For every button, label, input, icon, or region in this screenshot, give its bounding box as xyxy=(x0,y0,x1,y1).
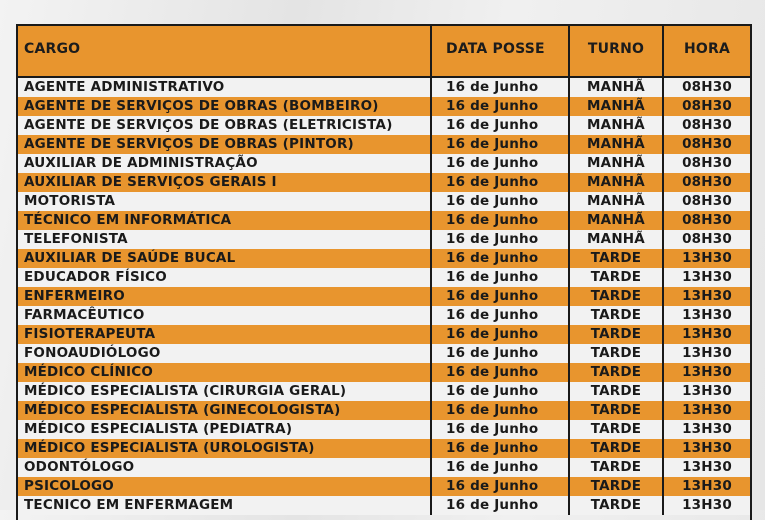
cargo-cell: AGENTE DE SERVIÇOS DE OBRAS (PINTOR) xyxy=(18,135,432,154)
table-row xyxy=(18,287,750,306)
turno-cell: TARDE xyxy=(570,363,664,382)
data-posse-cell: 16 de Junho xyxy=(432,78,570,97)
header-data-posse: DATA POSSE xyxy=(432,26,570,76)
cargo-cell: TELEFONISTA xyxy=(18,230,432,249)
turno-cell: MANHÃ xyxy=(570,211,664,230)
cargo-cell: AGENTE ADMINISTRATIVO xyxy=(18,78,432,97)
data-posse-cell: 16 de Junho xyxy=(432,249,570,268)
table-header xyxy=(18,26,750,78)
data-posse-cell: 16 de Junho xyxy=(432,135,570,154)
cargo-cell: AUXILIAR DE ADMINISTRAÇÃO xyxy=(18,154,432,173)
data-posse-cell: 16 de Junho xyxy=(432,154,570,173)
header-turno: TURNO xyxy=(570,26,664,76)
cargo-cell: AGENTE DE SERVIÇOS DE OBRAS (BOMBEIRO) xyxy=(18,97,432,116)
data-posse-cell: 16 de Junho xyxy=(432,344,570,363)
hora-cell: 13H30 xyxy=(682,345,732,361)
hora-cell: 08H30 xyxy=(682,155,732,171)
table-row xyxy=(18,401,750,420)
cargo-cell: MÉDICO ESPECIALISTA (PEDIATRA) xyxy=(18,420,432,439)
hora-cell: 13H30 xyxy=(682,459,732,475)
turno-cell: TARDE xyxy=(570,420,664,439)
turno-cell: TARDE xyxy=(570,439,664,458)
data-posse-cell: 16 de Junho xyxy=(432,496,570,515)
table-row xyxy=(18,116,750,135)
table-row xyxy=(18,306,750,325)
hora-cell: 08H30 xyxy=(682,212,732,228)
turno-cell: MANHÃ xyxy=(570,116,664,135)
cargo-cell: FARMACÊUTICO xyxy=(18,306,432,325)
data-posse-cell: 16 de Junho xyxy=(432,382,570,401)
turno-cell: TARDE xyxy=(570,287,664,306)
data-posse-cell: 16 de Junho xyxy=(432,439,570,458)
hora-cell: 08H30 xyxy=(682,136,732,152)
turno-cell: TARDE xyxy=(570,344,664,363)
hora-cell: 13H30 xyxy=(682,383,732,399)
hora-cell: 13H30 xyxy=(682,326,732,342)
turno-cell: MANHÃ xyxy=(570,173,664,192)
table-body xyxy=(18,78,750,515)
cargo-cell: MÉDICO ESPECIALISTA (GINECOLOGISTA) xyxy=(18,401,432,420)
data-posse-cell: 16 de Junho xyxy=(432,458,570,477)
hora-cell: 08H30 xyxy=(682,231,732,247)
table-row xyxy=(18,477,750,496)
cargo-cell: TÉCNICO EM INFORMÁTICA xyxy=(18,211,432,230)
table-row xyxy=(18,439,750,458)
table-row xyxy=(18,249,750,268)
cargo-cell: MÉDICO CLÍNICO xyxy=(18,363,432,382)
turno-cell: MANHÃ xyxy=(570,192,664,211)
hora-cell: 13H30 xyxy=(682,421,732,437)
turno-cell: MANHÃ xyxy=(570,78,664,97)
hora-cell: 08H30 xyxy=(682,117,732,133)
cargo-cell: ODONTÓLOGO xyxy=(18,458,432,477)
cargo-cell: AGENTE DE SERVIÇOS DE OBRAS (ELETRICISTA) xyxy=(18,116,432,135)
turno-cell: MANHÃ xyxy=(570,97,664,116)
table-row xyxy=(18,268,750,287)
turno-cell: MANHÃ xyxy=(570,154,664,173)
table-row xyxy=(18,230,750,249)
turno-cell: TARDE xyxy=(570,477,664,496)
table-row xyxy=(18,135,750,154)
table-row xyxy=(18,325,750,344)
table-row xyxy=(18,211,750,230)
data-posse-cell: 16 de Junho xyxy=(432,420,570,439)
hora-cell: 08H30 xyxy=(682,98,732,114)
data-posse-cell: 16 de Junho xyxy=(432,287,570,306)
data-posse-cell: 16 de Junho xyxy=(432,173,570,192)
data-posse-cell: 16 de Junho xyxy=(432,192,570,211)
hora-cell: 13H30 xyxy=(682,307,732,323)
table-row xyxy=(18,382,750,401)
cargo-cell: AUXILIAR DE SAÚDE BUCAL xyxy=(18,249,432,268)
data-posse-cell: 16 de Junho xyxy=(432,211,570,230)
hora-cell: 13H30 xyxy=(682,497,732,513)
table-row xyxy=(18,420,750,439)
table-row xyxy=(18,97,750,116)
turno-cell: TARDE xyxy=(570,382,664,401)
table-row xyxy=(18,173,750,192)
turno-cell: TARDE xyxy=(570,268,664,287)
table-row xyxy=(18,458,750,477)
schedule-table xyxy=(16,24,752,520)
data-posse-cell: 16 de Junho xyxy=(432,363,570,382)
table-row xyxy=(18,344,750,363)
data-posse-cell: 16 de Junho xyxy=(432,477,570,496)
cargo-cell: TECNICO EM ENFERMAGEM xyxy=(18,496,432,515)
table-row xyxy=(18,154,750,173)
data-posse-cell: 16 de Junho xyxy=(432,325,570,344)
data-posse-cell: 16 de Junho xyxy=(432,230,570,249)
hora-cell: 13H30 xyxy=(682,288,732,304)
cargo-cell: AUXILIAR DE SERVIÇOS GERAIS I xyxy=(18,173,432,192)
data-posse-cell: 16 de Junho xyxy=(432,268,570,287)
data-posse-cell: 16 de Junho xyxy=(432,401,570,420)
table-row xyxy=(18,192,750,211)
turno-cell: MANHÃ xyxy=(570,230,664,249)
header-cargo: CARGO xyxy=(18,26,432,76)
cargo-cell: EDUCADOR FÍSICO xyxy=(18,268,432,287)
turno-cell: TARDE xyxy=(570,401,664,420)
turno-cell: TARDE xyxy=(570,325,664,344)
turno-cell: TARDE xyxy=(570,249,664,268)
cargo-cell: ENFERMEIRO xyxy=(18,287,432,306)
hora-cell: 08H30 xyxy=(682,193,732,209)
cargo-cell: FONOAUDIÓLOGO xyxy=(18,344,432,363)
table-row xyxy=(18,496,750,515)
turno-cell: TARDE xyxy=(570,306,664,325)
hora-cell: 08H30 xyxy=(682,174,732,190)
turno-cell: TARDE xyxy=(570,496,664,515)
cargo-cell: FISIOTERAPEUTA xyxy=(18,325,432,344)
hora-cell: 13H30 xyxy=(682,478,732,494)
turno-cell: TARDE xyxy=(570,458,664,477)
table-row xyxy=(18,78,750,97)
cargo-cell: PSICOLOGO xyxy=(18,477,432,496)
turno-cell: MANHÃ xyxy=(570,135,664,154)
cargo-cell: MÉDICO ESPECIALISTA (CIRURGIA GERAL) xyxy=(18,382,432,401)
header-hora: HORA xyxy=(683,41,731,57)
table-row xyxy=(18,363,750,382)
hora-cell: 13H30 xyxy=(682,269,732,285)
cargo-cell: MOTORISTA xyxy=(18,192,432,211)
hora-cell: 13H30 xyxy=(682,402,732,418)
hora-cell: 13H30 xyxy=(682,250,732,266)
hora-cell: 13H30 xyxy=(682,364,732,380)
cargo-cell: MÉDICO ESPECIALISTA (UROLOGISTA) xyxy=(18,439,432,458)
data-posse-cell: 16 de Junho xyxy=(432,116,570,135)
data-posse-cell: 16 de Junho xyxy=(432,306,570,325)
hora-cell: 08H30 xyxy=(682,79,732,95)
hora-cell: 13H30 xyxy=(682,440,732,456)
data-posse-cell: 16 de Junho xyxy=(432,97,570,116)
